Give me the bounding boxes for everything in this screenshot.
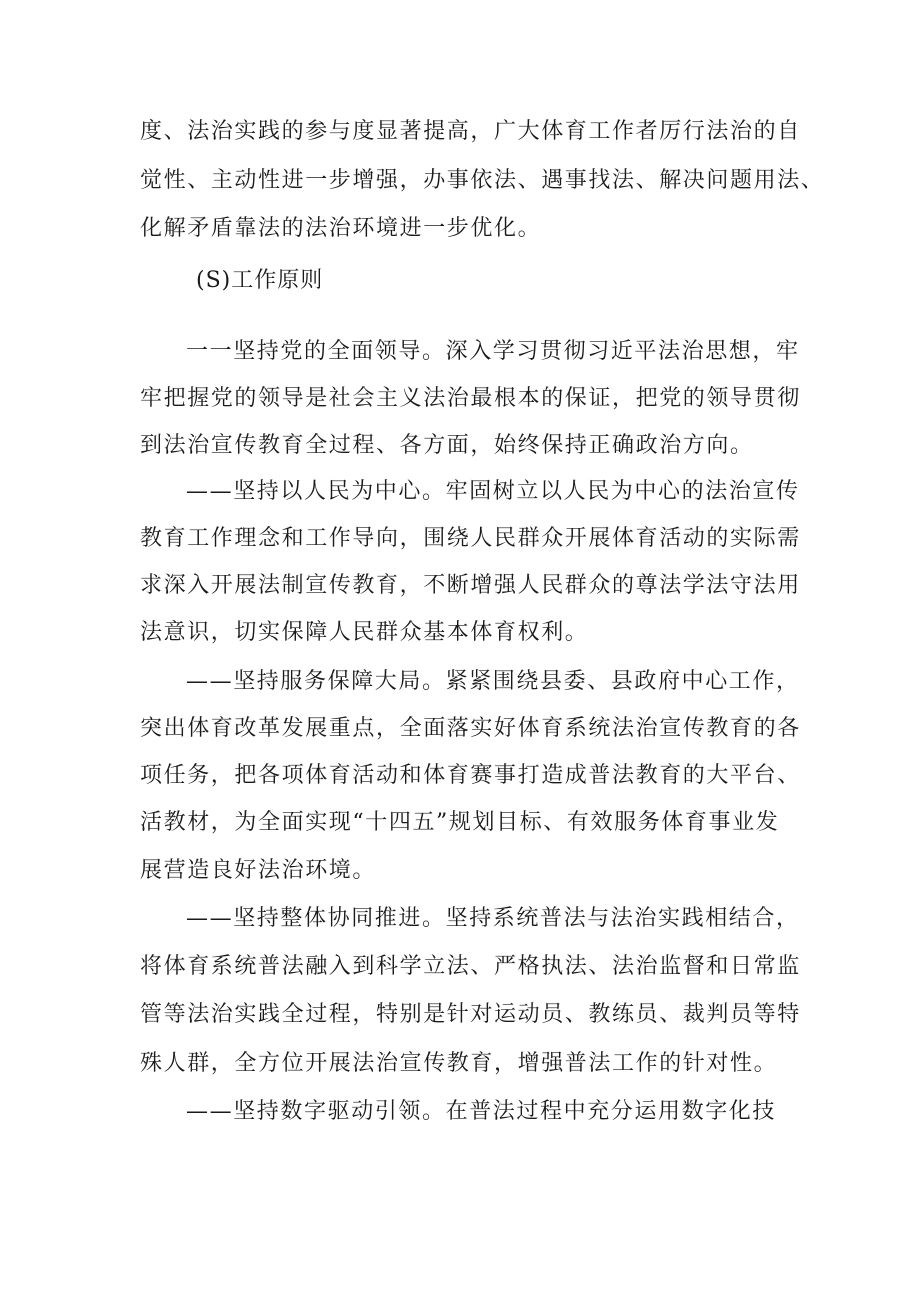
principle-2-line-4: 法意识，切实保障人民群众基本体育权利。	[140, 620, 589, 645]
principle-4-line-4: 殊人群，全方位开展法治宣传教育，增强普法工作的针对性。	[140, 1051, 778, 1076]
principle-4-line-2: 将体育系统普法融入到科学立法、严格执法、法治监督和日常监	[140, 954, 801, 979]
principle-3-line-2: 突出体育改革发展重点，全面落实好体育系统法治宣传教育的各	[140, 716, 801, 741]
intro-line-3: 化解矛盾靠法的法治环境进一步优化。	[140, 216, 542, 241]
principle-2-line-3: 求深入开展法制宣传教育，不断增强人民群众的尊法学法守法用	[140, 573, 801, 598]
principle-1-line-1: 一一坚持党的全面领导。深入学习贯彻习近平法治思想，牢	[186, 339, 800, 364]
principle-2-line-2: 教育工作理念和工作导向，围绕人民群众开展体育活动的实际需	[140, 526, 801, 551]
principle-1-line-3: 到法治宣传教育全过程、各方面，始终保持正确政治方向。	[140, 433, 754, 458]
section-heading: (S)工作原则	[196, 268, 324, 293]
principle-3-line-3: 项任务，把各项体育活动和体育赛事打造成普法教育的大平台、	[140, 763, 801, 788]
principle-3-line-4: 活教材，为全面实现“十四五”规划目标、有效服务体育事业发	[140, 810, 780, 835]
principle-2-line-1: ——坚持以人民为中心。牢固树立以人民为中心的法治宣传	[186, 479, 800, 504]
principle-4-line-3: 管等法治实践全过程，特别是针对运动员、教练员、裁判员等特	[140, 1002, 801, 1027]
principle-1-line-2: 牢把握党的领导是社会主义法治最根本的保证，把党的领导贯彻	[140, 386, 801, 411]
intro-line-2: 觉性、主动性进一步增强，办事依法、遇事找法、解决问题用法、	[140, 168, 825, 193]
principle-5-line-1: ——坚持数字驱动引领。在普法过程中充分运用数字化技	[186, 1099, 777, 1124]
principle-3-line-1: ——坚持服务保障大局。紧紧围绕县委、县政府中心工作，	[186, 669, 800, 694]
principle-3-line-5: 展营造良好法治环境。	[140, 858, 377, 883]
intro-line-1: 度、法治实践的参与度显著提高，广大体育工作者厉行法治的自	[140, 119, 801, 144]
principle-4-line-1: ——坚持整体协同推进。坚持系统普法与法治实践相结合，	[186, 906, 800, 931]
